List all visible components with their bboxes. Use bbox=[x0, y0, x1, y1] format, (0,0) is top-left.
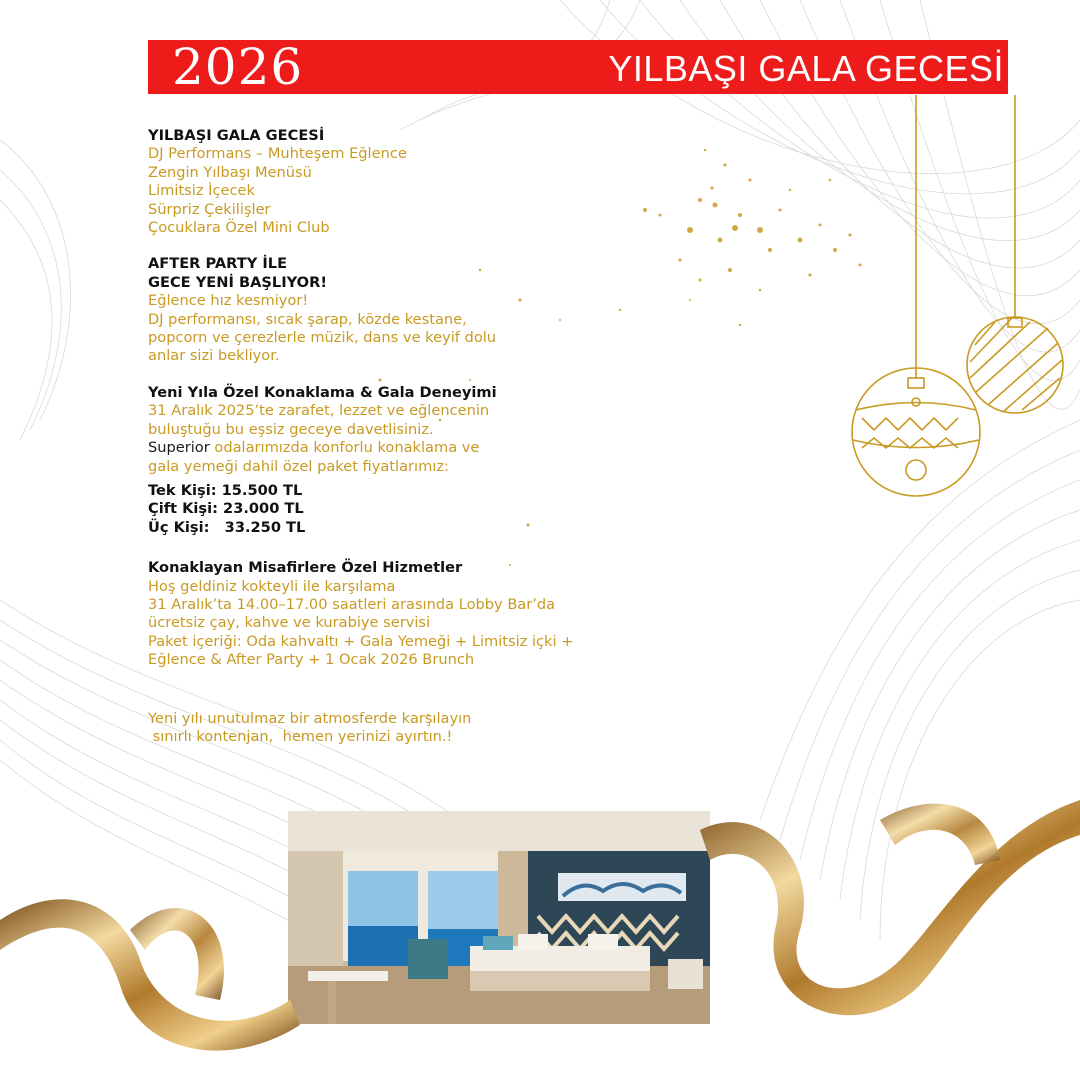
room-type-label: Superior bbox=[148, 439, 210, 457]
stay-heading: Yeni Yıla Özel Konaklama & Gala Deneyimi bbox=[148, 383, 497, 401]
stay-text-line3 bbox=[148, 439, 708, 457]
services-text: 31 Aralık’ta 14.00–17.00 saatleri arasında Lobby Bar’da bbox=[148, 595, 556, 613]
gala-item: Zengin Yılbaşı Menüsü bbox=[148, 163, 312, 181]
after-party-heading-line1: AFTER PARTY İLE bbox=[148, 255, 288, 273]
after-party-text: Eğlence hız kesmiyor! bbox=[148, 292, 309, 310]
hotel-room-photo bbox=[288, 811, 710, 1024]
services-text: Paket içeriği: Oda kahvaltı + Gala Yemeği + Limitsiz içki + bbox=[148, 632, 574, 650]
stay-text: 31 Aralık 2025’te zarafet, lezzet ve eğlencenin bbox=[148, 402, 490, 420]
content-column bbox=[148, 127, 708, 746]
gala-item: Limitsiz İçecek bbox=[148, 182, 255, 200]
stay-text: gala yemeği dahil özel paket fiyatlarımız: bbox=[148, 457, 449, 475]
gala-heading: YILBAŞI GALA GECESİ bbox=[148, 127, 325, 144]
stay-text: odalarımızda konforlu konaklama ve bbox=[209, 439, 480, 457]
services-heading: Konaklayan Misafirlere Özel Hizmetler bbox=[148, 559, 463, 577]
services-text: Hoş geldiniz kokteyli ile karşılama bbox=[148, 577, 396, 595]
closing-text: Yeni yılı unutulmaz bir atmosferde karşılayın bbox=[148, 709, 472, 727]
gala-item: Sürpriz Çekilişler bbox=[148, 200, 271, 218]
closing-text: sınırlı kontenjan, hemen yerinizi ayırtın.! bbox=[148, 727, 453, 745]
after-party-text: anlar sizi bekliyor. bbox=[148, 347, 280, 365]
price-double: Çift Kişi: 23.000 TL bbox=[148, 500, 304, 518]
after-party-text: popcorn ve çerezlerle müzik, dans ve keyif dolu bbox=[148, 329, 497, 347]
stay-text: buluştuğu bu eşsiz geceye davetlisiniz. bbox=[148, 420, 434, 438]
after-party-heading-line2: GECE YENİ BAŞLIYOR! bbox=[148, 273, 327, 291]
price-single: Tek Kişi: 15.500 TL bbox=[148, 481, 303, 499]
services-text: ücretsiz çay, kahve ve kurabiye servisi bbox=[148, 614, 431, 632]
gala-item: DJ Performans – Muhteşem Eğlence bbox=[148, 145, 407, 163]
banner-title: YILBAŞI GALA GECESİ bbox=[608, 48, 1004, 89]
banner-year: 2026 bbox=[172, 38, 304, 96]
gala-item: Çocuklara Özel Mini Club bbox=[148, 219, 330, 237]
services-text: Eğlence & After Party + 1 Ocak 2026 Brunch bbox=[148, 651, 475, 669]
after-party-text: DJ performansı, sıcak şarap, közde kestane, bbox=[148, 310, 467, 328]
price-triple: Üç Kişi: 33.250 TL bbox=[148, 518, 306, 536]
